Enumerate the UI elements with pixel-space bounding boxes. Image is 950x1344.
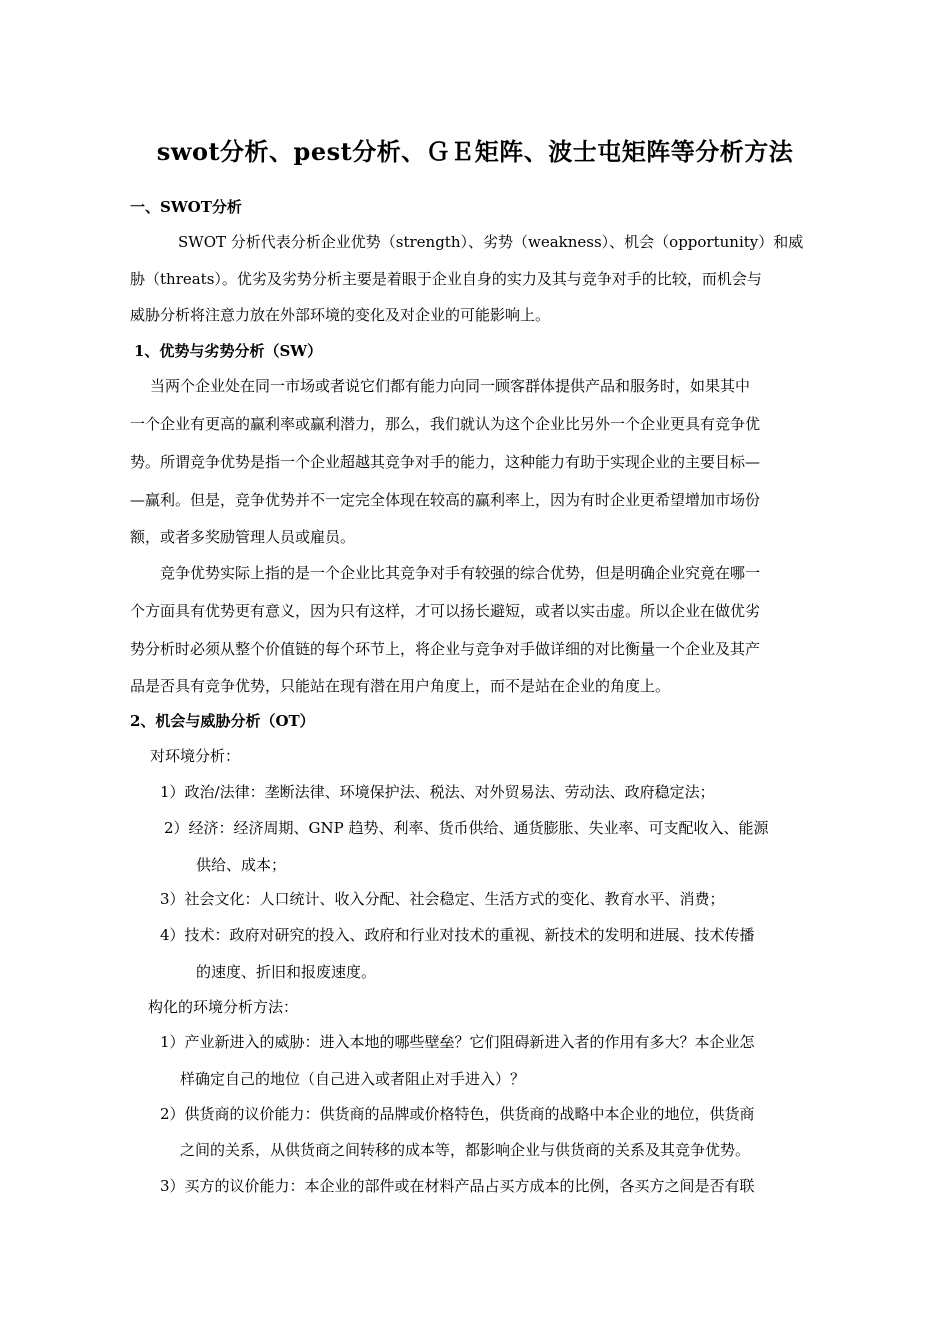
document-title: swot分析、pest分析、ＧＥ矩阵、波士屯矩阵等分析方法: [156, 137, 794, 166]
paragraph-line: 当两个企业处在同一市场或者说它们都有能力向同一顾客群体提供产品和服务时，如果其中: [150, 377, 751, 395]
list-item-continuation: 之间的关系，从供货商之间转移的成本等，都影响企业与供货商的关系及其竞争优势。: [180, 1141, 751, 1159]
paragraph-line: 势分析时必须从整个价值链的每个环节上，将企业与竞争对手做详细的对比衡量一个企业及其产: [130, 640, 761, 658]
paragraph-line: 势。所谓竞争优势是指一个企业超越其竞争对手的能力，这种能力有助于实现企业的主要目标—: [130, 453, 761, 471]
section-heading-swot: 一、SWOT分析: [130, 198, 242, 216]
paragraph-line: 品是否具有竞争优势，只能站在现有潜在用户角度上，而不是站在企业的角度上。: [130, 677, 671, 695]
paragraph-line: 额，或者多奖励管理人员或雇员。: [130, 528, 356, 546]
list-item: 1）政治/法律：垄断法律、环境保护法、税法、对外贸易法、劳动法、政府稳定法；: [160, 783, 715, 801]
list-item-continuation: 供给、成本；: [196, 856, 287, 874]
env-analysis-label: 对环境分析：: [150, 747, 241, 765]
list-item-continuation: 的速度、折旧和报废速度。: [196, 963, 377, 981]
paragraph-line: 个方面具有优势更有意义，因为只有这样，才可以扬长避短，或者以实击虚。所以企业在做优劣: [130, 602, 761, 620]
paragraph-line: 一个企业有更高的赢利率或赢利潜力，那么，我们就认为这个企业比另外一个企业更具有竞争优: [130, 415, 761, 433]
list-item: 2）经济：经济周期、GNP 趋势、利率、货币供给、通货膨胀、失业率、可支配收入、能源: [164, 819, 769, 837]
list-item: 3）买方的议价能力：本企业的部件或在材料产品占买方成本的比例，各买方之间是否有联: [160, 1177, 755, 1195]
intro-line: 威胁分析将注意力放在外部环境的变化及对企业的可能影响上。: [130, 306, 551, 324]
paragraph-line: —赢利。但是，竞争优势并不一定完全体现在较高的赢利率上，因为有时企业更希望增加市场份: [130, 491, 761, 509]
subsection-heading-sw: 1、优势与劣势分析（SW）: [134, 342, 323, 360]
subsection-heading-ot: 2、机会与威胁分析（OT）: [130, 712, 315, 730]
list-item-continuation: 样确定自己的地位（自己进入或者阻止对手进入）？: [180, 1070, 526, 1088]
paragraph-line: 竞争优势实际上指的是一个企业比其竞争对手有较强的综合优势，但是明确企业究竟在哪一: [160, 564, 761, 582]
intro-line: 胁（threats）。优劣及劣势分析主要是着眼于企业自身的实力及其与竞争对手的比较，而机会与: [130, 270, 762, 288]
list-item: 4）技术：政府对研究的投入、政府和行业对技术的重视、新技术的发明和进展、技术传播: [160, 926, 755, 944]
list-item: 2）供货商的议价能力：供货商的品牌或价格特色，供货商的战略中本企业的地位，供货商: [160, 1105, 755, 1123]
structured-analysis-label: 构化的环境分析方法：: [148, 998, 299, 1016]
intro-line: SWOT 分析代表分析企业优势（strength）、劣势（weakness）、机会（opportunity）和威: [178, 233, 804, 251]
list-item: 1）产业新进入的威胁：进入本地的哪些壁垒？它们阻碍新进入者的作用有多大？本企业怎: [160, 1033, 755, 1051]
list-item: 3）社会文化：人口统计、收入分配、社会稳定、生活方式的变化、教育水平、消费；: [160, 890, 725, 908]
